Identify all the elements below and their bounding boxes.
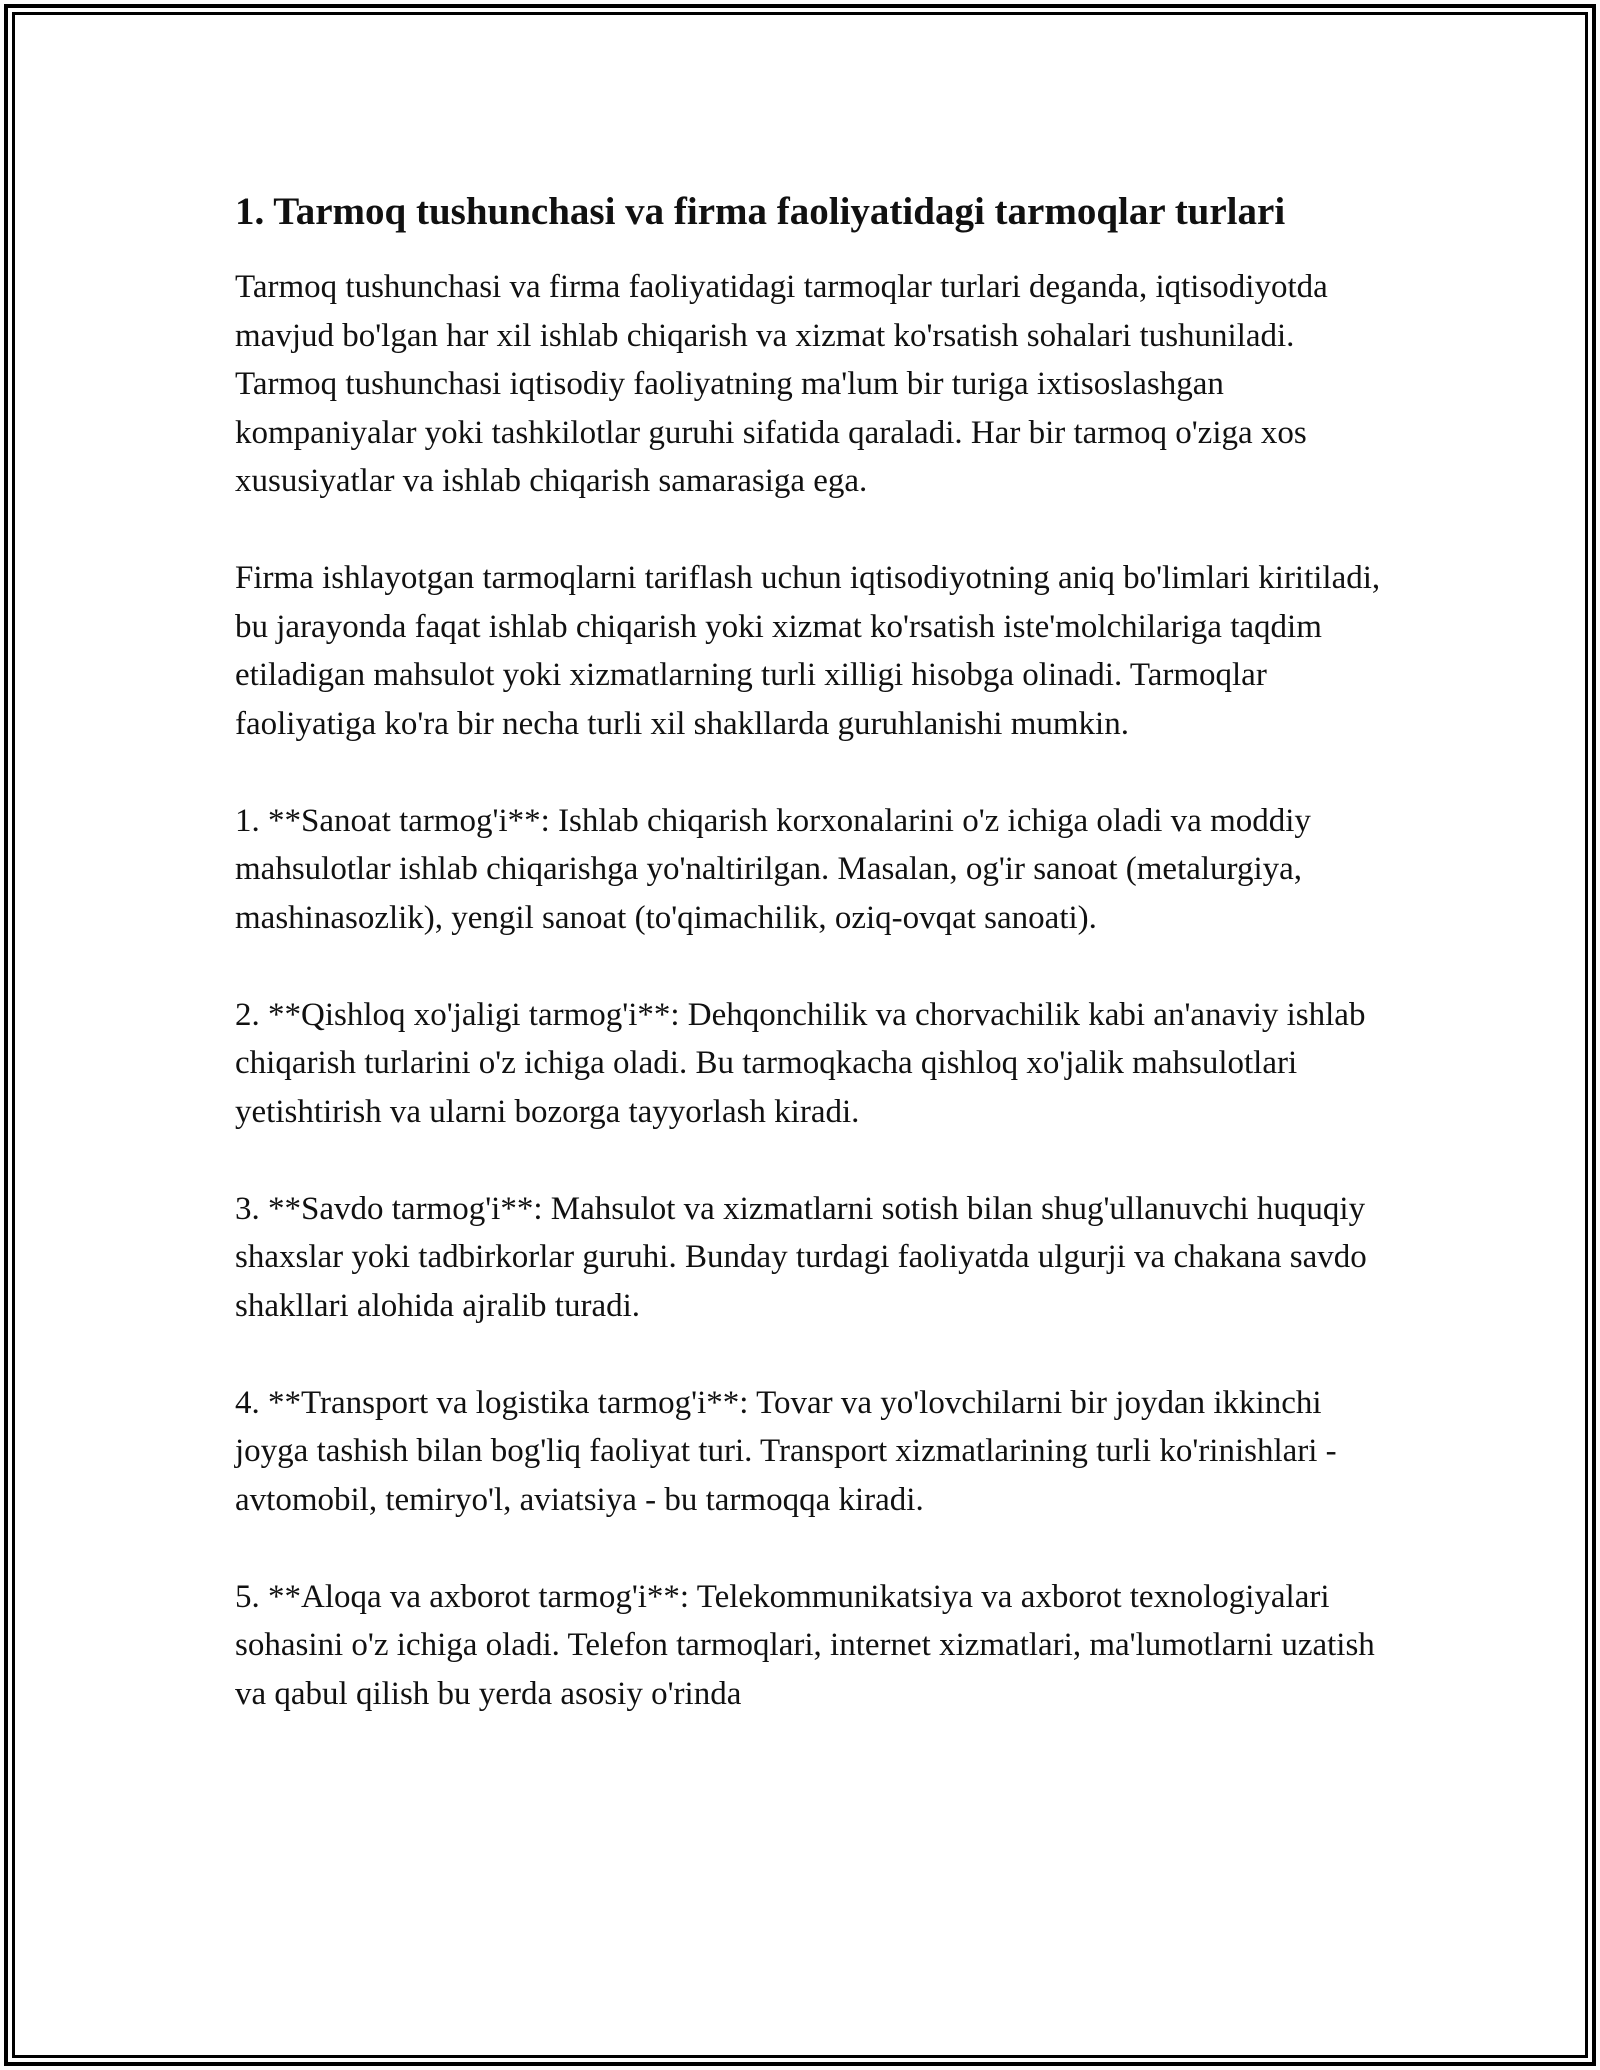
document-body [235,185,1385,1718]
intro-paragraph: Tarmoq tushunchasi va firma faoliyatidagi tarmoqlar turlari deganda, iqtisodiyotda mavjud bo'lgan har xil ishlab chiqarish va xizmat ko'rsatish sohalari tushuniladi. Tarmoq tushunchasi iqtisodiy faoliyatning ma'lum bir turiga ixtisoslashgan kompaniyalar yoki tashkilotlar guruhi sifatida qaraladi. Har bir tarmoq o'ziga xos xususiyatlar va ishlab chiqarish samarasiga ega. [235,269,1328,499]
list-item-transport: 4. **Transport va logistika tarmog'i**: Tovar va yo'lovchilarni bir joydan ikkinchi joyga tashish bilan bog'liq faoliyat turi. Transport xizmatlarining turli ko'rinishlari - avtomobil, temiryo'l, aviatsiya - bu tarmoqqa kiradi. [235,1384,1337,1518]
list-item-agriculture: 2. **Qishloq xo'jaligi tarmog'i**: Dehqonchilik va chorvachilik kabi an'anaviy ishlab chiqarish turlarini o'z ichiga oladi. Bu tarmoqkacha qishloq xo'jalik mahsulotlari yetishtirish va ularni bozorga tayyorlash kiradi. [235,996,1366,1130]
list-item-trade: 3. **Savdo tarmog'i**: Mahsulot va xizmatlarni sotish bilan shug'ullanuvchi huquqiy shaxslar yoki tadbirkorlar guruhi. Bunday turdagi faoliyatda ulgurji va chakana savdo shakllari alohida ajralib turadi. [235,1190,1367,1324]
list-item-industry: 1. **Sanoat tarmog'i**: Ishlab chiqarish korxonalarini o'z ichiga oladi va moddiy mahsulotlar ishlab chiqarishga yo'naltirilgan. Masalan, og'ir sanoat (metalurgiya, mashinasozlik), yengil sanoat (to'qimachilik, oziq-ovqat sanoati). [235,802,1311,936]
list-item-communication: 5. **Aloqa va axborot tarmog'i**: Telekommunikatsiya va axborot texnologiyalari sohasini o'z ichiga oladi. Telefon tarmoqlari, internet xizmatlari, ma'lumotlarni uzatish va qabul qilish bu yerda asosiy o'rinda [235,1578,1375,1712]
document-title: 1. Tarmoq tushunchasi va firma faoliyatidagi tarmoqlar turlari [235,190,1286,233]
classification-paragraph: Firma ishlayotgan tarmoqlarni tariflash uchun iqtisodiyotning aniq bo'limlari kiritiladi, bu jarayonda faqat ishlab chiqarish yoki xizmat ko'rsatish iste'molchilariga taqdim etiladigan mahsulot yoki xizmatlarning turli xilligi hisobga olinadi. Tarmoqlar faoliyatiga ko'ra bir necha turli xil shakllarda guruhlanishi mumkin. [235,560,1381,742]
